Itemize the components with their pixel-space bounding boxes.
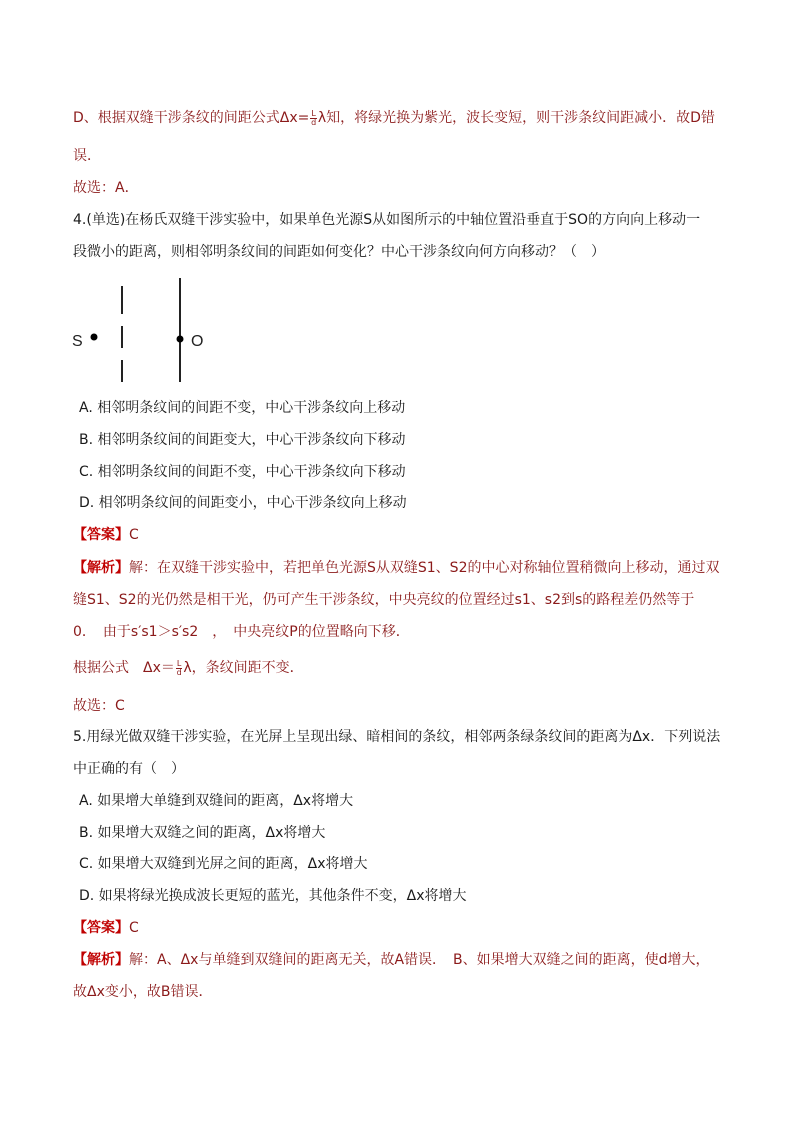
prev-item-d-line: D、根据双缝干涉条纹的间距公式Δx= $\frac{L}{d}$ λ知，将绿光换为紫光，波长变短，则干涉条纹间距减小．故D错 — [73, 108, 715, 127]
label-o: O — [191, 333, 204, 350]
answer-tag: 【答案】 — [73, 920, 129, 936]
q5-option-a: A. 如果增大单缝到双缝间的距离，Δx将增大 — [79, 793, 354, 809]
prev-item-d-cont: 误． — [73, 148, 101, 164]
point-o-dot — [177, 336, 184, 343]
q5-option-b: B. 如果增大双缝之间的距离，Δx将增大 — [79, 825, 326, 841]
answer-value: C — [129, 920, 139, 936]
q5-answer — [73, 918, 139, 938]
q4-option-c: C. 相邻明条纹间的间距不变，中心干涉条纹向下移动 — [79, 464, 406, 480]
q4-option-a: A. 相邻明条纹间的间距不变，中心干涉条纹向上移动 — [79, 400, 406, 416]
prev-item-d-text: D、根据双缝干涉条纹的间距公式Δx= — [73, 110, 310, 126]
source-s-dot — [91, 334, 98, 341]
q4-option-b: B. 相邻明条纹间的间距变大，中心干涉条纹向下移动 — [79, 432, 406, 448]
q4-option-d: D. 相邻明条纹间的间距变小，中心干涉条纹向上移动 — [79, 495, 407, 511]
prev-item-d-fraction: $\frac{L}{d}$ — [311, 108, 317, 127]
answer-value: C — [129, 527, 139, 543]
q4-stem-line2: 段微小的距离，则相邻明条纹间的间距如何变化？中心干涉条纹向何方向移动？（ ） — [73, 244, 605, 260]
analysis-tag: 【解析】 — [73, 560, 129, 576]
q4-analysis-line1: 【解析】解：在双缝干涉实验中，若把单色光源S从双缝S1、S2的中心对称轴位置稍微向上移动，通过双 — [73, 560, 720, 576]
prev-select: 故选：A． — [73, 180, 139, 196]
q4-answer — [73, 525, 139, 545]
answer-tag: 【答案】 — [73, 527, 129, 543]
q5-option-d: D. 如果将绿光换成波长更短的蓝光，其他条件不变，Δx将增大 — [79, 888, 467, 904]
q4-figure — [70, 276, 220, 386]
q5-analysis-line1: 【解析】解：A、Δx与单缝到双缝间的距离无关，故A错误． B、如果增大双缝之间的距离，使d增大， — [73, 952, 710, 968]
label-s: S — [72, 333, 83, 350]
q5-option-c: C. 如果增大双缝到光屏之间的距离，Δx将增大 — [79, 856, 368, 872]
q4-formula-fraction: $\frac{L}{d}$ — [176, 658, 182, 677]
q4-analysis-line3: 0． 由于s′s1＞s′s2 ， 中央亮纹P的位置略向下移． — [73, 624, 410, 640]
q4-stem-line1: 4.(单选)在杨氏双缝干涉实验中，如果单色光源S从如图所示的中轴位置沿垂直于SO的方向向上移动一 — [73, 212, 701, 228]
q5-stem-line2: 中正确的有（ ） — [73, 761, 185, 777]
q4-formula-line: 根据公式 Δx＝ $\frac{L}{d}$ λ，条纹间距不变． — [73, 658, 304, 677]
q5-stem-line1: 5.用绿光做双缝干涉实验，在光屏上呈现出绿、暗相间的条纹，相邻两条绿条纹间的距离为Δx．下列说法 — [73, 729, 721, 745]
q4-select: 故选：C — [73, 698, 125, 714]
q4-analysis-line2: 缝S1、S2的光仍然是相干光，仍可产生干涉条纹，中央亮纹的位置经过s1、s2到s的路程差仍然等于 — [73, 592, 695, 608]
q5-analysis-line2: 故Δx变小，故B错误． — [73, 984, 213, 1000]
analysis-tag: 【解析】 — [73, 952, 129, 968]
